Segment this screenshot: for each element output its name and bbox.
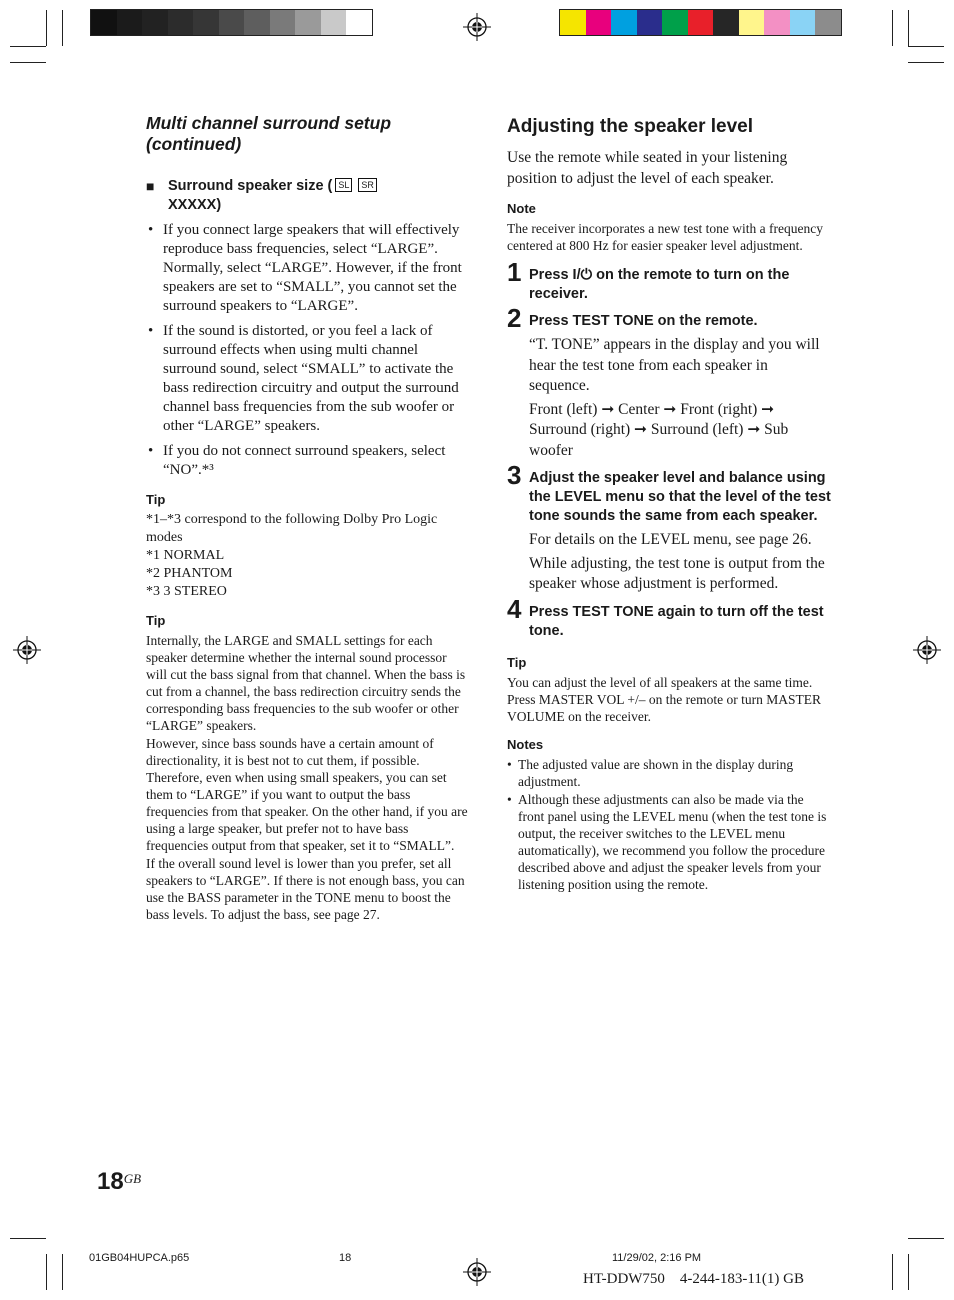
crop-mark [908,1238,944,1239]
note-item: • The adjusted value are shown in the display during adjustment. [507,756,832,790]
crop-mark [892,1254,893,1290]
step-3 [507,460,832,595]
note-label: Note [507,201,536,216]
tip-text: You can adjust the level of all speakers at the same time. Press MASTER VOL +/– on the remote or turn MASTER VOLUME on the receiver. [507,674,821,724]
tip-paragraph: If the overall sound level is lower than you prefer, set all speakers to “LARGE”. If there is not enough bass, you can use the BASS parameter in the TONE menu to boost the bass levels. To adjust the bass, see page 27. [146,856,465,922]
crop-mark [62,1254,63,1290]
footer-date: 11/29/02, 2:16 PM [612,1252,702,1264]
crop-mark [46,10,47,46]
crop-mark [892,10,893,46]
color-swatch [91,10,117,35]
color-swatch [611,10,637,35]
registration-mark-icon [913,636,941,664]
step-2 [507,303,832,461]
color-swatch [790,10,816,35]
footer-page: 18 [339,1252,352,1264]
tip-line: *1 NORMAL [146,548,225,563]
crop-mark [908,62,944,63]
grayscale-calibration-bar [90,9,373,36]
notes-label: Notes [507,736,544,752]
color-swatch [346,10,372,35]
step-number: 4 [507,593,522,624]
tip-line: *2 PHANTOM [146,566,233,581]
registration-mark-icon [13,636,41,664]
color-swatch [688,10,714,35]
crop-mark [10,62,46,63]
color-swatch [739,10,765,35]
registration-mark-icon [463,13,491,41]
tip-label: Tip [507,654,527,670]
tip-dolby-modes [146,511,468,601]
list-item: • If you do not connect surround speakers, select “NO”.*³ [146,442,468,480]
step-1 [507,257,832,304]
tip-line: *3 3 STEREO [146,584,227,599]
color-swatch [815,10,841,35]
step-text: While adjusting, the test tone is output from the speaker whose adjustment is performed. [529,554,825,592]
color-swatch [764,10,790,35]
color-swatch [713,10,739,35]
right-column [507,113,832,894]
notes-list [507,756,832,893]
list-item: • If the sound is distorted, or you feel a lack of surround effects when using multi channel surround sound, select “SMALL” to activate the bass redirection circuitry and output the surround channel bass frequencies from the sub woofer or other “LARGE” speakers. [146,322,468,436]
color-swatch [168,10,194,35]
crop-mark [62,10,63,46]
tip-large-small [146,632,468,923]
bullet-list [146,221,468,480]
step-number: 1 [507,257,522,287]
step-number: 2 [507,303,522,333]
section-title: Multi channel surround setup (continued) [146,113,392,154]
step-title: Press TEST TONE on the remote. [529,313,758,329]
crop-mark [10,1238,46,1239]
crop-mark [908,46,944,47]
step-number: 3 [507,460,522,490]
color-swatch [244,10,270,35]
tip-label: Tip [146,613,166,628]
subsection-prefix: Surround speaker size ( [168,178,333,194]
color-swatch [637,10,663,35]
crop-mark [46,1254,47,1290]
tip-paragraph: However, since bass sounds have a certain amount of directionality, it is best not to cut them, if possible. Therefore, even when using small speakers, you can set them to “LARGE” if you want to output the bass frequencies from that speaker. On the other hand, if you are using a large speaker, but prefer not to have bass frequencies output from that speaker, set it to “SMALL”. [146,736,468,853]
list-item: • If you connect large speakers that will effectively reproduce bass frequencies, select “LARGE”. Normally, select “LARGE”. However, if the front speakers are set to “SMALL”, you cannot set the surround speakers to “LARGE”. [146,221,468,316]
crop-mark [10,46,46,47]
page-number: $18^{GB}$ [97,1168,142,1195]
color-swatch [662,10,688,35]
step-text: “T. TONE” appears in the display and you will hear the test tone from each speaker in sequence. [529,336,820,394]
note-text: The receiver incorporates a new test tone with a frequency centered at 800 Hz for easier speaker level adjustment. [507,221,823,253]
registration-mark-icon [463,1258,491,1286]
color-swatch [295,10,321,35]
page-title: Adjusting the speaker level [507,116,754,137]
sr-indicator-icon: SR [358,178,377,192]
footer-model: HT-DDW750 4-244-183-11(1) GB [583,1271,804,1287]
step-text: Front (left) ➞ Center ➞ Front (right) ➞ Surround (right) ➞ Surround (left) ➞ Sub woofer [529,400,789,459]
crop-mark [908,1254,909,1290]
color-swatch [270,10,296,35]
tip-label: Tip [146,492,166,507]
intro-text: Use the remote while seated in your listening position to adjust the level of each speaker. [507,149,788,187]
step-title: Adjust the speaker level and balance using the LEVEL menu so that the level of the test tone sounds the same from each speaker. [529,470,831,524]
crop-mark [908,10,909,46]
square-bullet-icon: ■ [146,178,155,194]
color-swatch [142,10,168,35]
tip-paragraph: Internally, the LARGE and SMALL settings for each speaker determine whether the internal sound processor will cut the bass signal from that channel. When the bass is cut from a channel, the bass redirection circuitry sends the corresponding bass frequencies to the sub woofer or other “LARGE” speakers. [146,633,466,733]
tip-line: *1–*3 correspond to the following Dolby Pro Logic modes [146,512,438,545]
footer-filename: 01GB04HUPCA.p65 [89,1252,190,1264]
color-swatch [193,10,219,35]
step-text: For details on the LEVEL menu, see page 26. [529,531,812,548]
step-title: Press TEST TONE again to turn off the test tone. [529,603,824,639]
color-calibration-bar [559,9,842,36]
color-swatch [560,10,586,35]
color-swatch [586,10,612,35]
color-swatch [117,10,143,35]
sl-indicator-icon: SL [335,178,352,192]
note-item: • Although these adjustments can also be made via the front panel using the LEVEL menu (when the test tone is output, the receiver switches to the LEVEL menu automatically), we recommend you follow the procedure described above and adjust the speaker levels from your listening position using the remote. [507,791,832,893]
left-column [146,113,468,924]
color-swatch [219,10,245,35]
steps-list [507,257,832,641]
subsection-suffix: XXXXX) [168,197,222,213]
color-swatch [321,10,347,35]
step-title: Press I/⏻ on the remote to turn on the receiver. [529,267,790,302]
subsection-heading [146,177,468,215]
step-4 [507,593,832,641]
